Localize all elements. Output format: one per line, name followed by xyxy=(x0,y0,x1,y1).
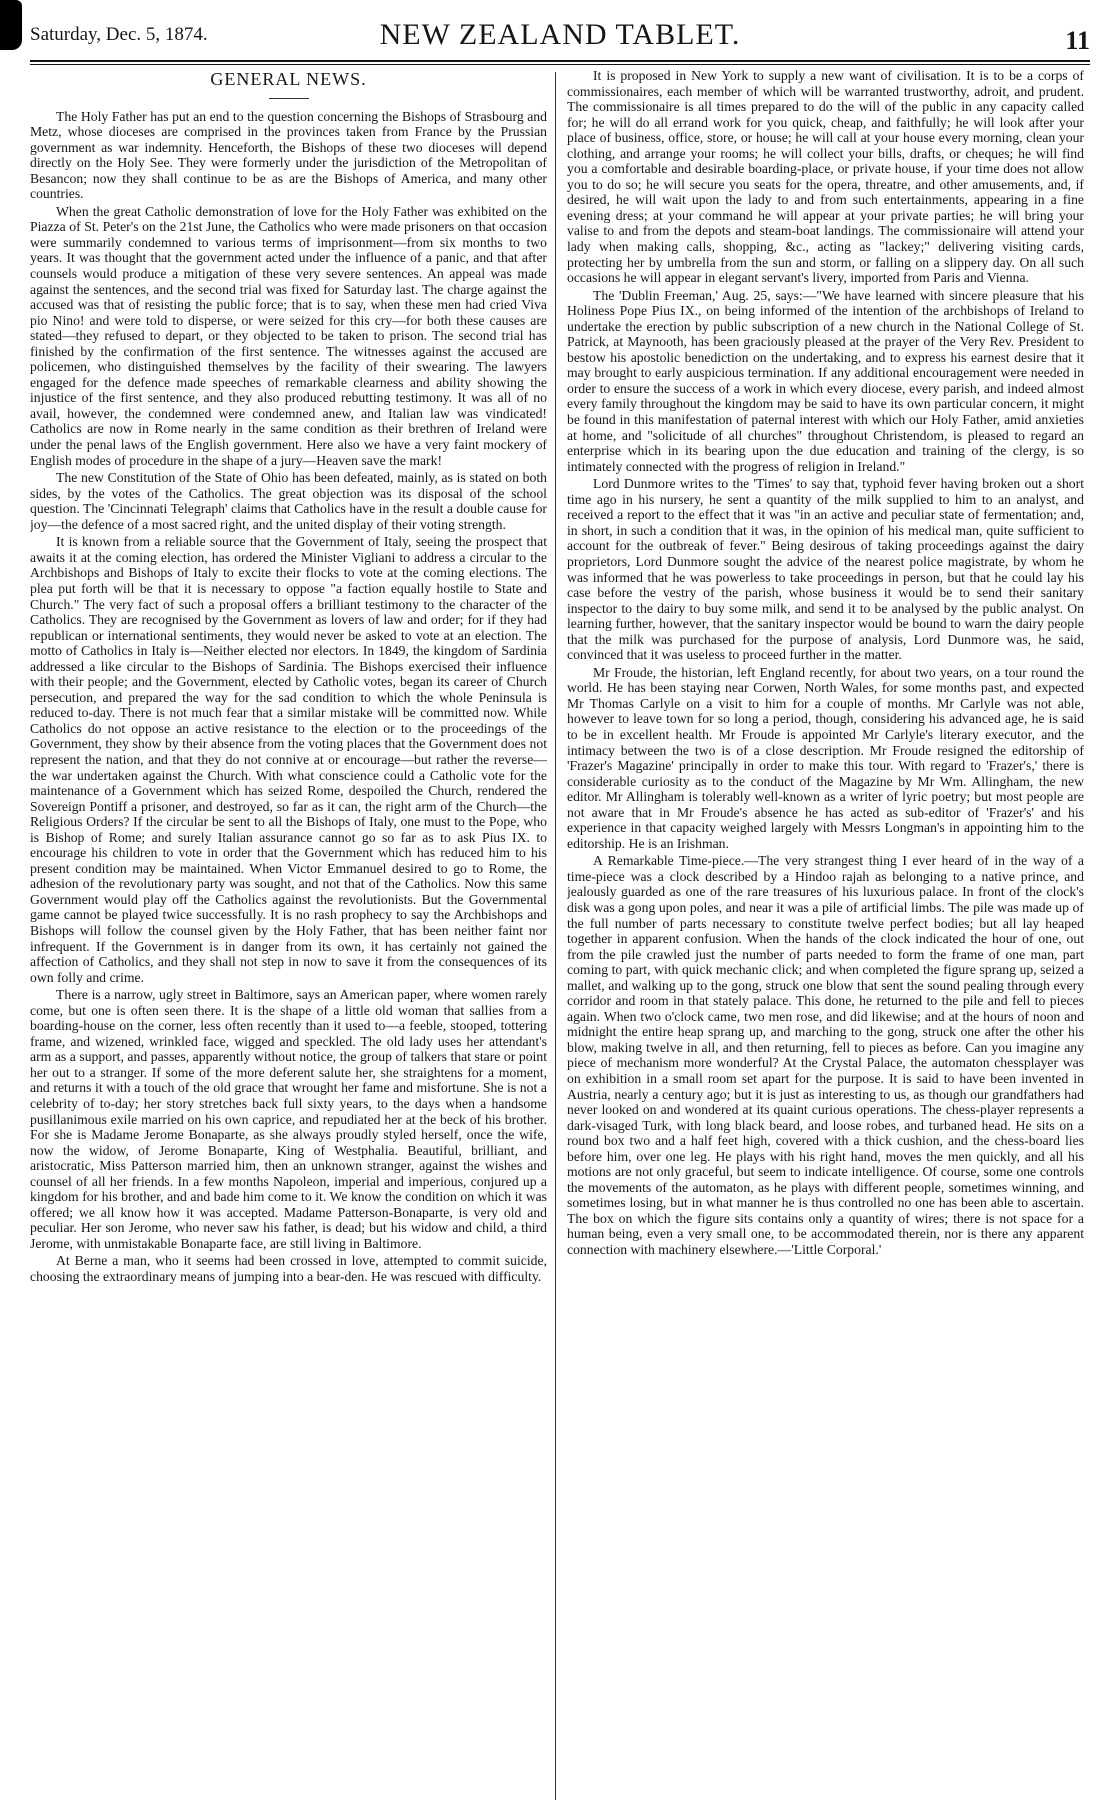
masthead-rule xyxy=(30,60,1090,62)
article-paragraph: The new Constitution of the State of Ohio has been defeated, mainly, as is stated on both sides, by the votes of the Catholics. The great objection was its disposal of the school question. The 'Cincinnati Telegraph' claims that Catholics have in the result a double cause for joy—the defence of a most sacred right, and the united display of their voting strength. xyxy=(30,470,547,532)
ink-blot xyxy=(0,0,22,50)
article-paragraph: It is known from a reliable source that the Government of Italy, seeing the prospect that awaits it at the coming election, has ordered the Minister Vigliani to address a circular to the Archbishops and Bishops of Italy to excite their flocks to vote at the coming elections. The plea put forth will be that it is necessary to oppose "a faction equally hostile to State and Church." The very fact of such a proposal offers a brilliant testimony to the character of the Catholics. They are recognised by the Government as lovers of law and order; for if they had republican or international sentiments, they would never be asked to vote at an election. The motto of Catholics in Italy is—Neither elected nor electors. In 1849, the kingdom of Sardinia addressed a like circular to the Bishops of Sardinia. The Bishops exercised their influence with their people; and the Government, elected by Catholic votes, began its career of Church persecution, and prepared the way for the sad condition to which the whole Peninsula is reduced to-day. There is not much fear that a similar mistake will be committed now. While Catholics do not oppose an active resistance to the election or to the proceedings of the Government, they show by their absence from the voting places that the Government does not represent the nation, and that they do not connive at or encourage—but rather the reverse—the war undertaken against the Church. With what conscience could a Catholic vote for the maintenance of a Government which has seized Rome, despoiled the Church, rendered the Sovereign Pontiff a prisoner, and destroyed, so far as it can, the right arm of the Church—the Religious Orders? If the circular be sent to all the Bishops of Italy, one must to the Pope, who is Bishop of Rome; and surely Italian assurance cannot go so far as to ask Pius IX. to encourage his children to vote in order that the Government which has reduced him to his present condition may be maintained. When Victor Emmanuel desired to go to Rome, the adhesion of the revolutionary party was sought, and not that of the Catholics. Now this same Government would play off the Catholics against the revolutionists. But the Governmental game cannot be played twice successfully. It is no rash prophecy to say the Archbishops and Bishops will follow the counsel given by the Holy Father, that has been neither faint nor infrequent. If the Government is in danger from its own, it has certainly not gained the affection of Catholics, and they shall not step in now to save it from the consequences of its own folly and crime. xyxy=(30,534,547,985)
heading-rule xyxy=(269,98,309,99)
section-heading: GENERAL NEWS. xyxy=(210,69,367,89)
article-paragraph: The 'Dublin Freeman,' Aug. 25, says:—"We have learned with sincere pleasure that his Holiness Pope Pius IX., on being informed of the intention of the archbishops of Ireland to undertake the erection by public subscription of a new church in the National College of St. Patrick, at Maynooth, has been graciously pleased at the prayer of the Very Rev. President to bestow his apostolic benediction on the undertaking, and to express his earnest desire that it may brought to early auspicious termination. If any additional encouragement were needed in order to ensure the success of a work in which every diocese, every parish, and indeed almost every family throughout the kingdom may be said to have its own particular concern, it might be found in this manifestation of paternal interest with which our Holy Father, amid anxieties at home, and "solicitude of all churches" throughout Christendom, is pleased to regard an enterprise which in its bearing upon the due education and training of the clergy, is so intimately connected with the progress of religion in Ireland." xyxy=(567,287,1084,474)
newspaper-title: NEW ZEALAND TABLET. xyxy=(379,18,741,51)
article-paragraph: Lord Dunmore writes to the 'Times' to say that, typhoid fever having broken out a short time ago in his nursery, he sent a quantity of the milk supplied to him to an analyst, and received a report to the effect that it was "in an active and peculiar state of fermentation; and, in short, in such a condition that it was, in the opinion of his medical man, quite sufficient to account for the outbreak of fever." Being desirous of taking proceedings against the dairy proprietors, Lord Dunmore sought the advice of the nearest police magistrate, by whom he was informed that he was powerless to take proceedings in person, but that he could lay his case before the vestry of the parish, whose business it would be to send their sanitary inspector to the dairy to buy some milk, and send it to be analysed by the public analyst. On learning further, however, that the sanitary inspector would be bound to warn the dairy people that the milk was purchased for the purpose of analysis, Lord Dunmore was, he said, convinced that it was useless to proceed further in the matter. xyxy=(567,476,1084,663)
article-paragraph: It is proposed in New York to supply a new want of civilisation. It is to be a corps of commissionaires, each member of which will be warranted trustworthy, adroit, and prudent. The commissionaire is all times prepared to do the will of the public in any capacity called for; he will do all errand work for you quick, cheap, and faithfully; he will look after your place of business, office, store, or house; he will call at your house every morning, clean your clothing, and arrange your rooms; he will collect your bills, drafts, or cheques; he will find you a comfortable and desirable boarding-place, or private house, if your time does not allow you to do so; he will secure you seats for the opera, threatre, and other amusements, and, if desired, he will wait upon the lady to and from such entertainments, appearing in a fine evening dress; at your command he will appear at your private parties; he will bring your valise to and from the depots and steam-boat landings. The commissionaire will attend your lady when making calls, shopping, &c., acting as "lackey;" delivering visiting cards, protecting her by umbrella from the sun and storm, or falling on a slippery day. On all such occasions he will appear in elegant servant's livery, imported from Paris and Vienna. xyxy=(567,68,1084,286)
article-paragraph: Mr Froude, the historian, left England recently, for about two years, on a tour round the world. He has been staying near Corwen, North Wales, for some months past, and expected Mr Thomas Carlyle on a visit to him for a couple of months. Mr Carlyle was not able, however to leave town for so long a period, though, considering his advanced age, he is said to be in excellent health. Mr Froude is appointed Mr Carlyle's literary executor, and the intimacy between the two is of a close description. Mr Froude resigned the editorship of 'Frazer's Magazine' principally in order to make this tour. With regard to 'Frazer's,' there is considerable curiosity as to the conduct of the Magazine by Mr Wm. Allingham, the new editor. Mr Allingham is tolerably well-known as a writer of lyric poetry; but most people are not aware that in Mr Froude's absence he has acted as sub-editor of 'Frazer's' and his experience in that capacity weighed largely with Messrs Longman's in appointing him to the editorship. He is an Irishman. xyxy=(567,664,1084,851)
right-column xyxy=(567,68,1084,1800)
article-paragraph: There is a narrow, ugly street in Baltimore, says an American paper, where women rarely come, but one is often seen there. It is the shape of a little old woman that sallies from a boarding-house on the corner, less often recently than it used to—a feeble, stooped, tottering frame, and wizened, wrinkled face, wigged and speckled. The old lady uses her attendant's arm as a support, and passes, apparently without notice, the group of talkers that stare or point her out to a stranger. If some of the more deferent salute her, she straightens for a moment, and returns it with a touch of the old grace that wrought her fame and misfortune. She is not a celebrity of to-day; her story stretches back full sixty years, to the days when a handsome pusillanimous exile married on his own caprice, and repudiated her at the beck of his brother. For she is Madame Jerome Bonaparte, as she always proudly styled herself, once the wife, now the widow, of Jerome Bonaparte, King of Westphalia. Beautiful, brilliant, and aristocratic, Miss Patterson married him, then an unknown stranger, against the wishes and counsel of all her friends. In a few months Napoleon, imperial and imperious, conjured up a kingdom for his brother, and and bade him come to it. We know the condition on which it was offered; we all know how it was accepted. Madame Patterson-Bonaparte, is very old and peculiar. Her son Jerome, who never saw his father, is dead; but his widow and child, a third Jerome, with unmistakable Bonaparte face, are still living in Baltimore. xyxy=(30,987,547,1251)
page-number: 11 xyxy=(1065,26,1090,55)
article-paragraph: When the great Catholic demonstration of love for the Holy Father was exhibited on the Piazza of St. Peter's on the 21st June, the Catholics who were made prisoners on that occasion were summarily condemned to various terms of imprisonment—from six months to two years. It was thought that the government acted under the influence of a panic, and that after counsels would produce a mitigation of these very severe sentences. An appeal was made against the sentences, and the second trial was fixed for Saturday last. The charge against the accused was that of resisting the public force; that is to say, when these men had cried Viva pio Nino! and were told to disperse, or were seized for this cry—for both these causes are stated—they refused to depart, or they objected to be taken to prison. The second trial has finished by the confirmation of the first sentence. The witnesses against the accused are policemen, who distinguished themselves by the facility of their swearing. The lawyers engaged for the defence made speeches of remarkable clearness and ability showing the injustice of the first sentence, and they also produced rebutting testimony. It was all of no avail, however, the condemned were condemned anew, and Italian law was vindicated! Catholics are now in Rome nearly in the same condition as their brethren of Ireland were under the penal laws of the English government. Here also we have a very faint mockery of English modes of procedure in the shape of a jury—Heaven save the mark! xyxy=(30,203,547,468)
left-column xyxy=(30,68,547,1800)
article-paragraph: The Holy Father has put an end to the question concerning the Bishops of Strasbourg and Metz, whose dioceses are comprised in the provinces taken from France by the Prussian government as war indemnity. Henceforth, the Bishops of these two dioceses will depend directly on the Holy See. They were formerly under the jurisdiction of the Metropolitan of Besancon; now they shall continue to be as are the Bishops of America, and many other countries. xyxy=(30,108,547,202)
issue-date: Saturday, Dec. 5, 1874. xyxy=(30,24,208,45)
masthead-rule-thin xyxy=(30,64,1090,65)
column-divider xyxy=(555,72,556,1800)
article-paragraph: At Berne a man, who it seems had been crossed in love, attempted to commit suicide, choosing the extraordinary means of jumping into a bear-den. He was rescued with difficulty. xyxy=(30,1253,547,1285)
article-paragraph: A Remarkable Time-piece.—The very strangest thing I ever heard of in the way of a time-piece was a clock described by a Hindoo rajah as belonging to a native prince, and jealously guarded as one of the rare treasures of his luxurious palace. In front of the clock's disk was a gong upon poles, and near it was a pile of artificial limbs. The pile was made up of the full number of parts necessary to constitute twelve perfect bodies; but all lay heaped together in apparent confusion. When the hands of the clock indicated the hour of one, out from the pile crawled just the number of parts needed to form the frame of one man, part coming to part, with quick mechanic click; and when completed the figure sprang up, seized a mallet, and walking up to the gong, struck one blow that sent the sound pealing through every corridor and room in that stately palace. This done, he returned to the pile and fell to pieces again. When two o'clock came, two men rose, and did likewise; and at the hours of noon and midnight the entire heap sprang up, and marching to the gong, struck one after the other his blow, making twelve in all, and then returning, fell to pieces as before. Can you imagine any piece of mechanism more wonderful? At the Crystal Palace, the automaton chessplayer was on exhibition in a small room set apart for the purpose. It is said to have been invented in Austria, nearly a century ago; but it is just as interesting to us, as though our grandfathers had never looked on and wondered at its quaint curious operations. The chess-player represents a dark-visaged Turk, with long black beard, and loose robes, and turbaned head. He sits on a round box two and a half feet high, covered with a thick cushion, and the chess-board lies before him, over one leg. He plays with his right hand, moves the men quickly, and all his motions are not only graceful, but seem to indicate intelligence. Of course, some one controls the movements of the automaton, as he plays with different people, sometimes winning, and sometimes losing, but in what manner he is thus controlled no one has been able to ascertain. The box on which the figure sits contains only a quantity of wires; there is not space for a human being, even a very small one, to be accommodated therein, nor is there any apparent connection with machinery elsewhere.—'Little Corporal.' xyxy=(567,853,1084,1258)
